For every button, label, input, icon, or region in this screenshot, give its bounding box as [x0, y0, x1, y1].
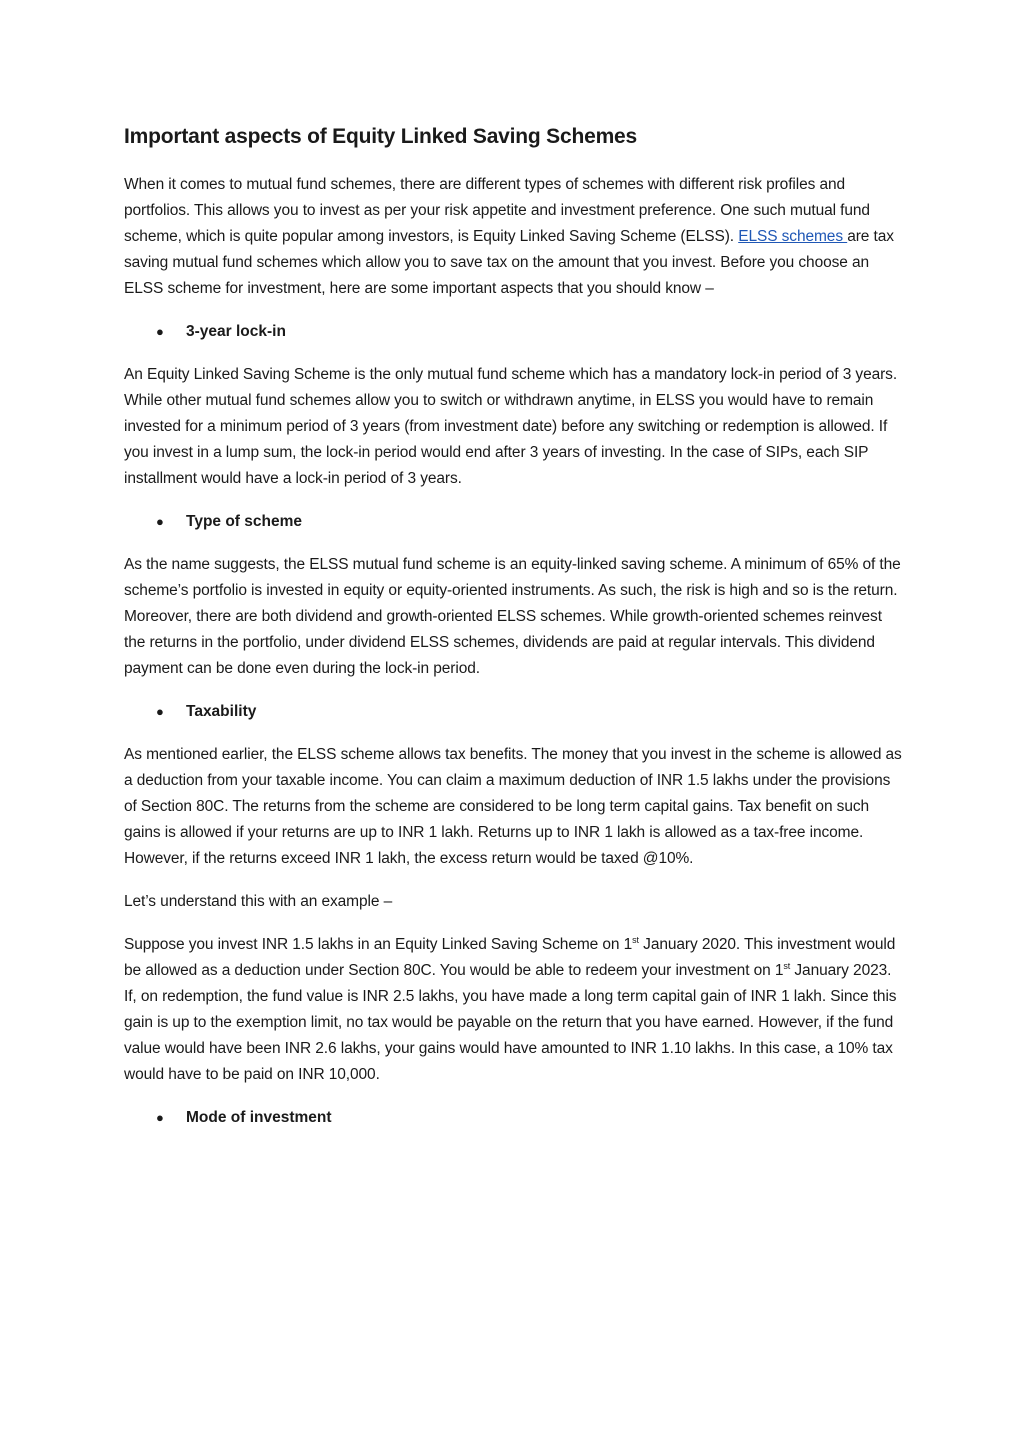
intro-paragraph	[124, 172, 904, 302]
bullet-icon: ●	[156, 514, 164, 529]
example-intro: Let’s understand this with an example –	[124, 893, 393, 910]
intro-text-before-link: When it comes to mutual fund schemes, there are different types of schemes with different risk profiles and portfolios. This allows you to invest as per your risk appetite and investment preference. One such mutual fund scheme, which is quite popular among investors, is Equity Linked Saving Scheme (ELSS).	[124, 176, 870, 245]
bullet-icon: ●	[156, 324, 164, 339]
bullet-lock-in	[124, 319, 904, 345]
taxability-paragraph: As mentioned earlier, the ELSS scheme allows tax benefits. The money that you invest in the scheme is allowed as a deduction from your taxable income. You can claim a maximum deduction of INR 1.5 lakhs under the provisions of Section 80C. The returns from the scheme are considered to be long term capital gains. Tax benefit on such gains is allowed if your returns are up to INR 1 lakh. Returns up to INR 1 lakh is allowed as a tax-free income. However, if the returns exceed INR 1 lakh, the excess return would be taxed @10%.	[124, 746, 902, 867]
example-text-part-3: January 2023. If, on redemption, the fund value is INR 2.5 lakhs, you have made a long term capital gain of INR 1 lakh. Since this gain is up to the exemption limit, no tax would be payable on the return that you have earned. However, if the fund value would have been INR 2.6 lakhs, your gains would have amounted to INR 1.10 lakhs. In this case, a 10% tax would have to be paid on INR 10,000.	[124, 962, 897, 1083]
bullet-heading-lock-in: 3-year lock-in	[186, 323, 286, 340]
bullet-taxability	[124, 699, 904, 725]
bullet-type-of-scheme	[124, 509, 904, 535]
intro-text-after-link: are tax saving mutual fund schemes which allow you to save tax on the amount that you invest. Before you choose an ELSS scheme for investment, here are some important aspects that you should know –	[124, 228, 894, 297]
bullet-heading-mode-of-investment: Mode of investment	[186, 1109, 332, 1126]
example-paragraph	[124, 932, 904, 1088]
example-text-part-1: Suppose you invest INR 1.5 lakhs in an Equity Linked Saving Scheme on 1	[124, 936, 633, 953]
elss-schemes-link[interactable]: ELSS schemes	[738, 228, 848, 245]
bullet-icon: ●	[156, 1110, 164, 1125]
document-page	[124, 122, 904, 1148]
bullet-mode-of-investment	[124, 1105, 904, 1131]
bullet-icon: ●	[156, 704, 164, 719]
bullet-heading-taxability: Taxability	[186, 703, 257, 720]
type-of-scheme-paragraph: As the name suggests, the ELSS mutual fund scheme is an equity-linked saving scheme. A minimum of 65% of the scheme’s portfolio is invested in equity or equity-oriented instruments. As such, the risk is high and so is the return. Moreover, there are both dividend and growth-oriented ELSS schemes. While growth-oriented schemes reinvest the returns in the portfolio, under dividend ELSS schemes, dividends are paid at regular intervals. This dividend payment can be done even during the lock-in period.	[124, 556, 901, 677]
lock-in-paragraph: An Equity Linked Saving Scheme is the only mutual fund scheme which has a mandatory lock-in period of 3 years. While other mutual fund schemes allow you to switch or withdrawn anytime, in ELSS you would have to remain invested for a minimum period of 3 years (from investment date) before any switching or redemption is allowed. If you invest in a lump sum, the lock-in period would end after 3 years of investing. In the case of SIPs, each SIP installment would have a lock-in period of 3 years.	[124, 366, 898, 487]
example-text-part-2: January 2020. This investment would be allowed as a deduction under Section 80C. You would be able to redeem your investment on 1	[124, 936, 896, 979]
bullet-heading-type-of-scheme: Type of scheme	[186, 513, 303, 530]
ordinal-suffix: st	[783, 961, 791, 971]
ordinal-suffix: st	[632, 935, 639, 945]
page-title: Important aspects of Equity Linked Saving Schemes	[124, 125, 637, 148]
